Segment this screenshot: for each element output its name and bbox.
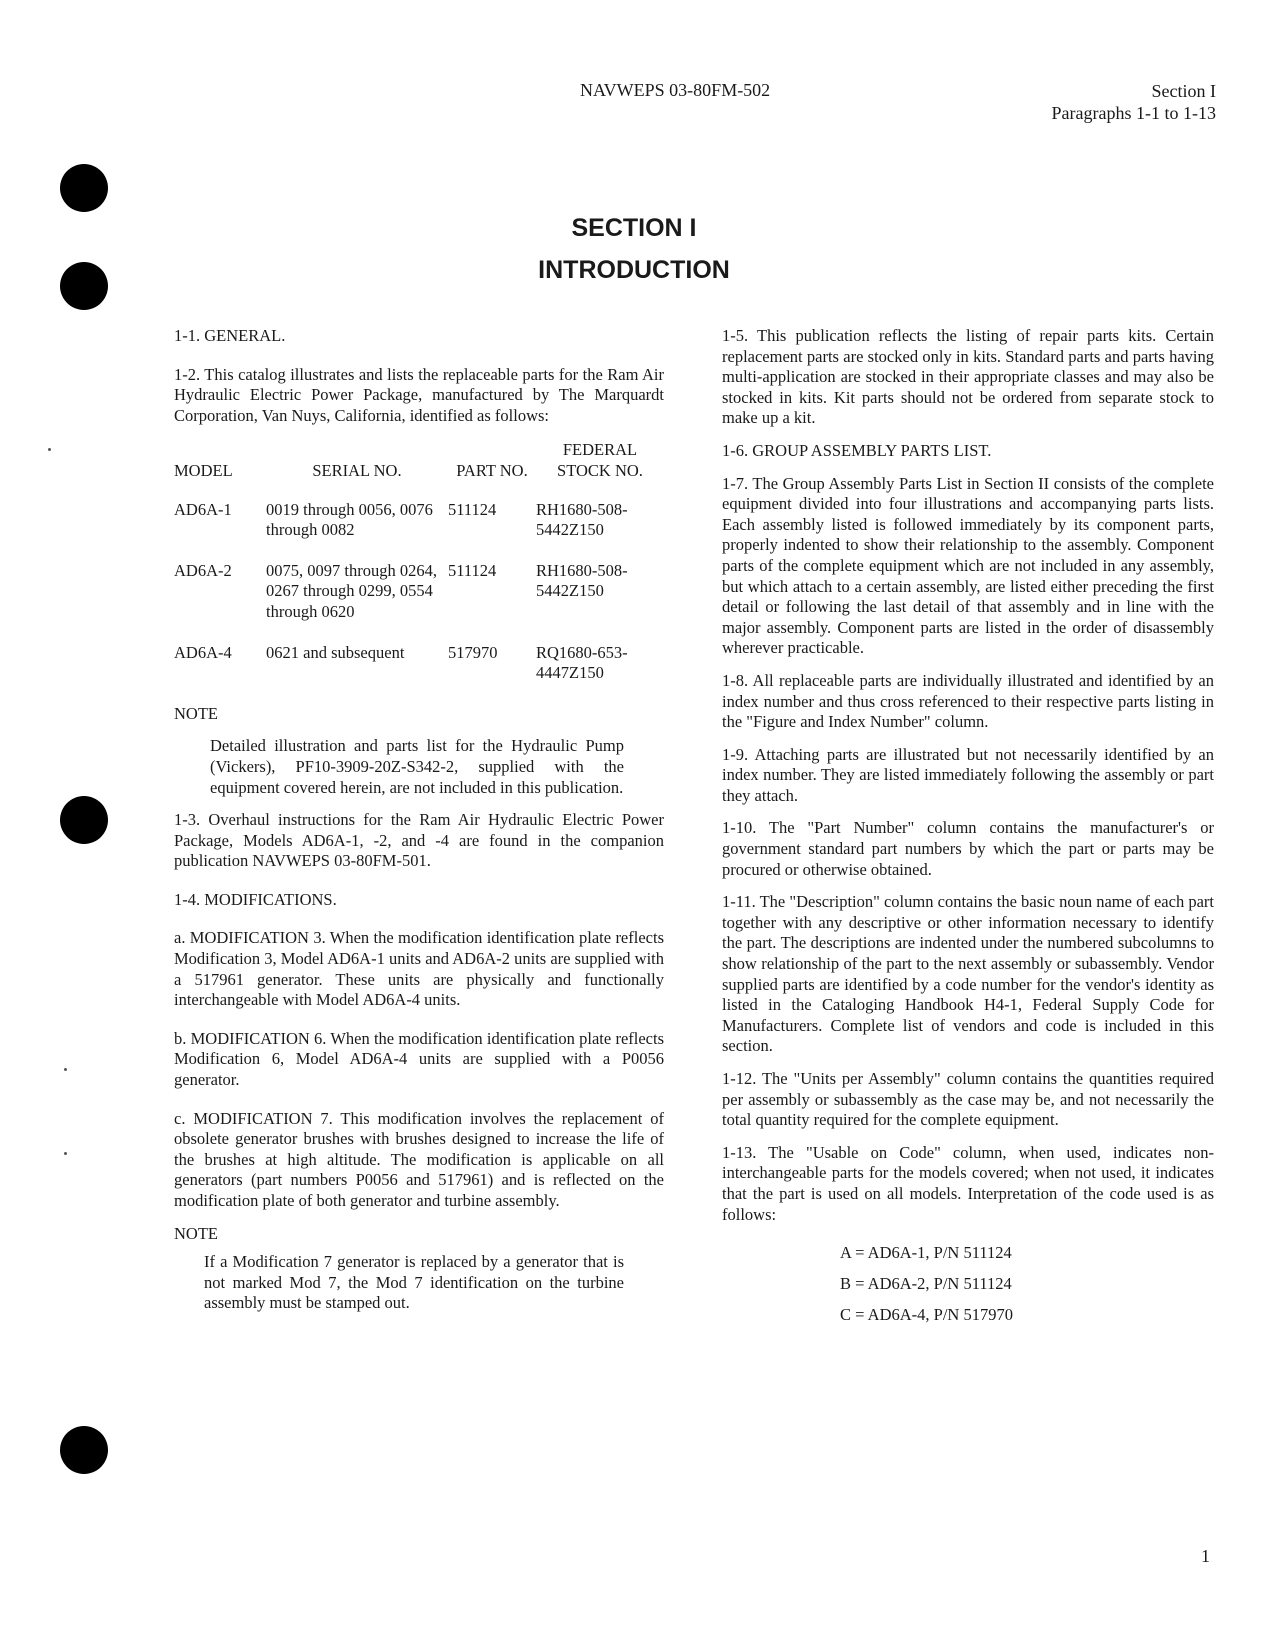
modification-6: b. MODIFICATION 6. When the modification identification plate reflects Modification 6, Model AD6A-4 units are supplied with a P0056 generator.: [174, 1028, 664, 1090]
scan-speck: [64, 1152, 67, 1155]
right-column: [722, 326, 1214, 1330]
paragraph-1-2: 1-2. This catalog illustrates and lists the replaceable parts for the Ram Air Hydraulic Electric Power Package, manufactured by The Marquardt Corporation, Van Nuys, California, identified as follows:: [174, 364, 664, 425]
paragraph-1-7: 1-7. The Group Assembly Parts List in Section II consists of the complete equipment divided into four illustrations and accompanying parts lists. Each assembly listed is followed immediately by its component parts, properly indented to show their relationship to the assembly. Component parts of the complete equipment which are not included in any assembly, but which attach to a certain assembly, are listed either preceding the first detail or following the last detail of that assembly and in line with the major assembly. Component parts are listed in the order of disassembly wherever practicable.: [722, 473, 1214, 658]
table-row: [174, 643, 664, 704]
usable-on-codes: [722, 1237, 1214, 1330]
paragraph-1-4: 1-4. MODIFICATIONS.: [174, 889, 337, 909]
paragraph-1-6: 1-6. GROUP ASSEMBLY PARTS LIST.: [722, 440, 992, 460]
section-title: SECTION I: [571, 214, 697, 242]
table-cell-part: 517970: [448, 642, 498, 662]
table-cell-model: AD6A-1: [174, 499, 232, 519]
table-cell-serial: 0075, 0097 through 0264, 0267 through 0299, 0554 through 0620: [266, 560, 437, 621]
modification-7: c. MODIFICATION 7. This modification involves the replacement of obsolete generator brushes with brushes designed to increase the life of the brushes at high altitude. The modification is applicable on all generators (part numbers P0056 and 517961) and is reflected on the modification plate of both generator and turbine assembly.: [174, 1108, 664, 1210]
note-body: If a Modification 7 generator is replaced by a generator that is not marked Mod 7, the Mod 7 identification on the turbine assembly must be stamped out.: [204, 1252, 624, 1313]
paragraph-range: Paragraphs 1-1 to 1-13: [1051, 103, 1216, 123]
paragraph-1-11: 1-11. The "Description" column contains the basic noun name of each part together with any descriptive or other information necessary to identify the part. The descriptions are indented under the numbered subcolumns to show relationship of the part to the next assembly or subassembly. Vendor supplied parts are identified by a code number for the vendor's identity as listed in the Cataloging Handbook H4-1, Federal Supply Code for Manufacturers. Complete list of vendors and code is included in this section.: [722, 892, 1214, 1056]
paragraph-1-9: 1-9. Attaching parts are illustrated but not necessarily identified by an index number. They are listed immediately following the assembly or part they attach.: [722, 744, 1214, 805]
paragraph-1-10: 1-10. The "Part Number" column contains the manufacturer's or government standard part numbers by which the part or parts may be procured or otherwise obtained.: [722, 818, 1214, 879]
scan-speck: [48, 448, 51, 451]
table-cell-model: AD6A-2: [174, 560, 232, 580]
paragraph-1-8: 1-8. All replaceable parts are individually illustrated and identified by an index number and thus cross referenced to their respective parts listing in the "Figure and Index Number" column.: [722, 670, 1214, 732]
binder-hole: [60, 796, 108, 844]
left-column: [174, 326, 664, 1326]
table-header-cell: FEDERAL STOCK NO.: [557, 440, 643, 480]
model-table: [174, 440, 664, 703]
table-cell-part: 511124: [448, 560, 497, 580]
table-cell-part: 511124: [448, 499, 497, 519]
table-cell-serial: 0621 and subsequent: [266, 642, 405, 662]
table-row: [174, 500, 664, 561]
modification-3: a. MODIFICATION 3. When the modification identification plate reflects Modification 3, Model AD6A-1 units and AD6A-2 units are supplied with a 517961 generator. These units are physically and functionally interchangeable with Model AD6A-4 units.: [174, 928, 664, 1010]
binder-hole: [60, 164, 108, 212]
paragraph-1-13: 1-13. The "Usable on Code" column, when used, indicates non-interchangeable parts for the models covered; when not used, it indicates that the part is used on all models. Interpretation of the code used is as follows:: [722, 1142, 1214, 1224]
table-header-cell: SERIAL NO.: [312, 460, 402, 480]
section-reference: [1052, 80, 1216, 124]
table-cell-stock: RH1680-508-5442Z150: [536, 499, 628, 540]
table-header-cell: PART NO.: [456, 460, 528, 480]
code-c: C = AD6A-4, P/N 517970: [840, 1305, 1013, 1325]
binder-hole: [60, 1426, 108, 1474]
section-label: Section I: [1151, 81, 1216, 101]
paragraph-1-12: 1-12. The "Units per Assembly" column contains the quantities required per assembly or subassembly as the case may be, and not necessarily the total quantity required for the complete equipment.: [722, 1069, 1214, 1130]
note-heading: NOTE: [174, 1223, 218, 1243]
note-heading: NOTE: [174, 703, 218, 723]
model-table-header: [174, 440, 664, 499]
table-cell-model: AD6A-4: [174, 642, 232, 662]
note-body: Detailed illustration and parts list for the Hydraulic Pump (Vickers), PF10-3909-20Z-S342-2, supplied with the equipment covered herein, are not included in this publication.: [210, 736, 624, 797]
paragraph-1-3: 1-3. Overhaul instructions for the Ram Air Hydraulic Electric Power Package, Models AD6A-1, -2, and -4 are found in the companion publication NAVWEPS 03-80FM-501.: [174, 810, 664, 871]
paragraph-1-1: 1-1. GENERAL.: [174, 326, 286, 345]
page-number: 1: [1201, 1546, 1210, 1566]
code-b: B = AD6A-2, P/N 511124: [840, 1274, 1012, 1294]
scan-speck: [64, 1068, 67, 1071]
code-a: A = AD6A-1, P/N 511124: [840, 1243, 1012, 1263]
table-row: [174, 561, 664, 643]
paragraph-1-5: 1-5. This publication reflects the listing of repair parts kits. Certain replacement parts are stocked only in kits. Standard parts and parts having multi-application are stocked in their appropriate classes and may also be stocked in kits. Kit parts should not be ordered from separate stock to make up a kit.: [722, 326, 1214, 428]
table-cell-stock: RQ1680-653-4447Z150: [536, 642, 628, 683]
table-header-cell: MODEL: [174, 460, 233, 480]
section-subtitle: INTRODUCTION: [538, 256, 730, 284]
table-cell-stock: RH1680-508-5442Z150: [536, 560, 628, 601]
table-cell-serial: 0019 through 0056, 0076 through 0082: [266, 499, 433, 540]
publication-number: NAVWEPS 03-80FM-502: [580, 80, 771, 100]
